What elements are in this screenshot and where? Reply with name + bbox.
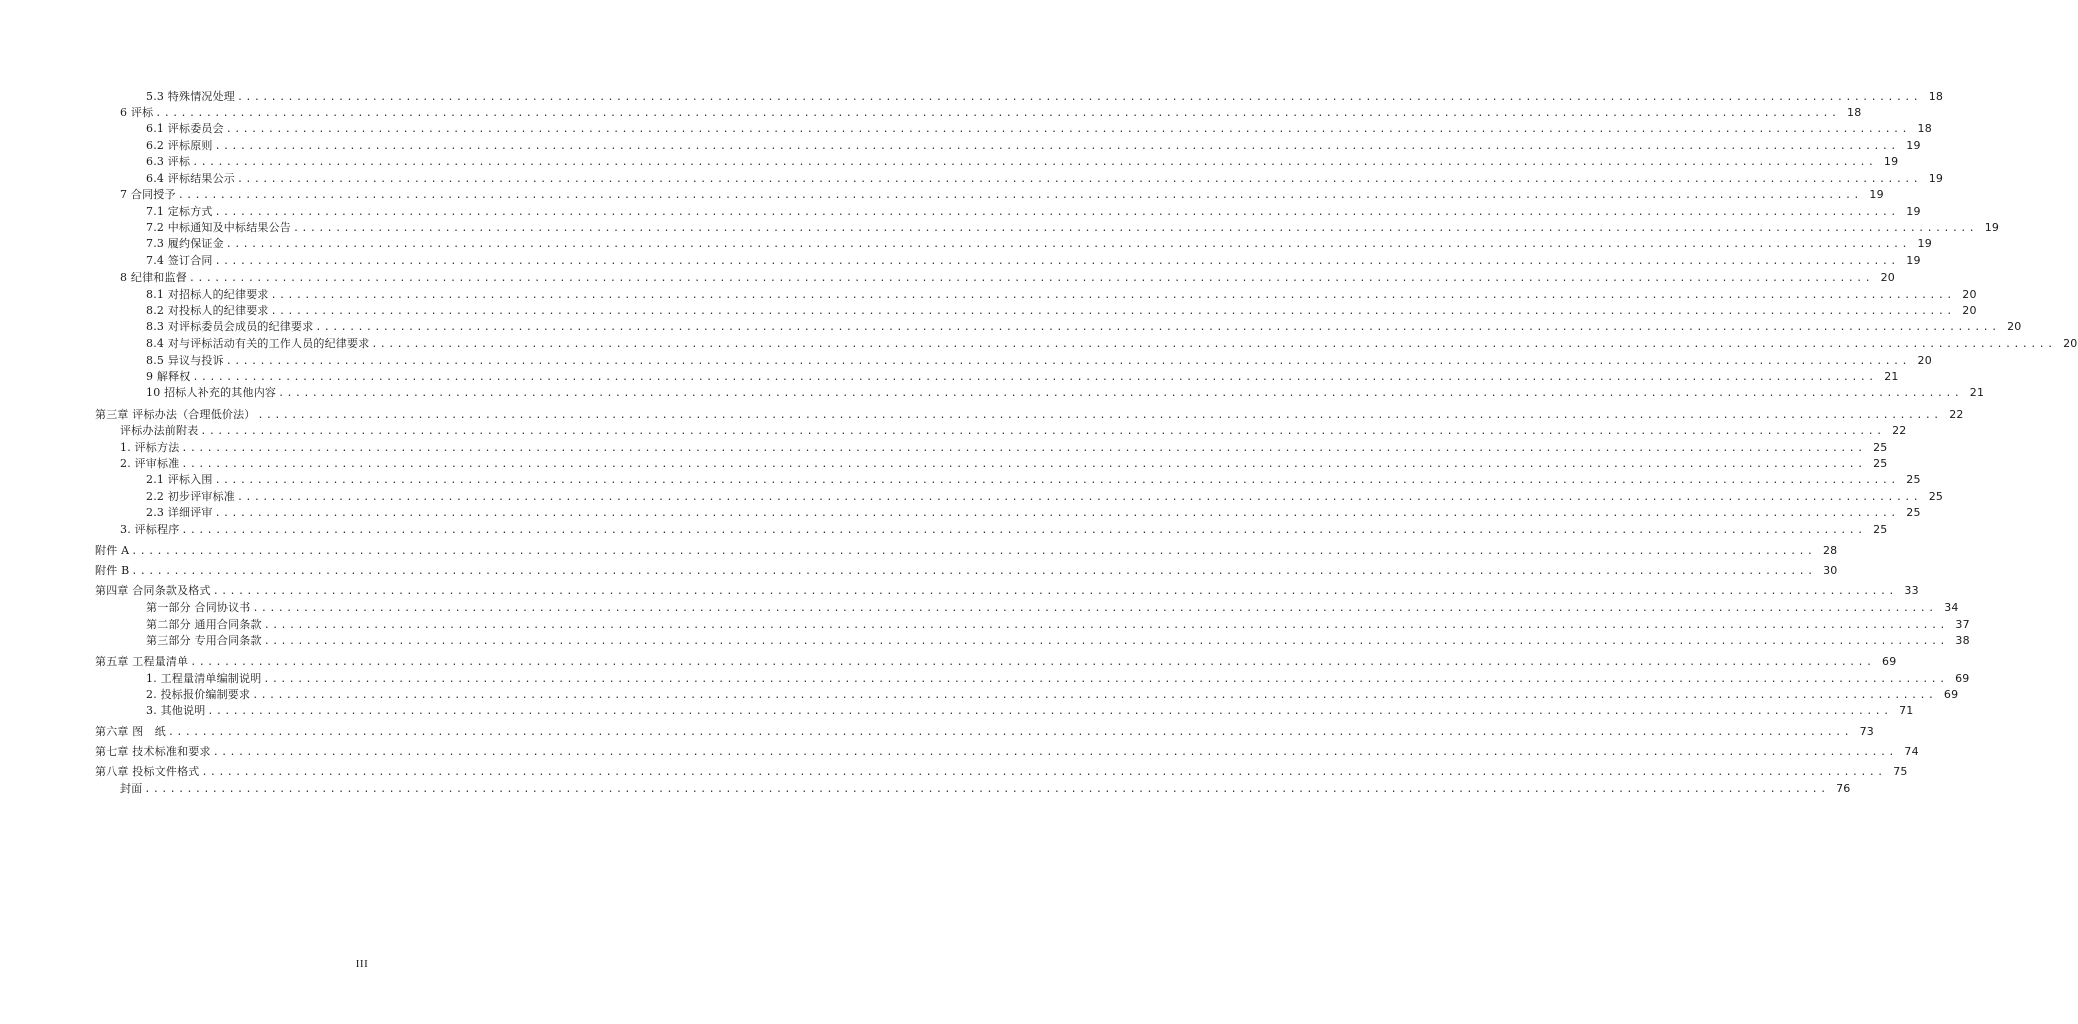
toc-entry[interactable] [146,505,1921,521]
toc-entry-title: 2.2 初步评审标准 [146,490,235,503]
toc-entry-page-number: 73 [1859,725,1875,738]
toc-dot-leader: ........................................................................................................................................................................................................ [371,338,2056,350]
toc-entry-title: 3. 评标程序 [120,523,180,536]
toc-entry-title: 8.4 对与评标活动有关的工作人员的纪律要求 [146,337,370,350]
toc-entry-title: 6.3 评标 [146,155,191,168]
toc-entry-title: 第三章 评标办法（合理低价法） [95,408,256,421]
toc-entry-title: 第一部分 合同协议书 [146,601,251,614]
toc-entry-title: 附件 A [95,544,130,557]
toc-entry[interactable] [95,563,1838,579]
toc-entry[interactable] [120,270,1896,286]
toc-entry-page-number: 38 [1955,634,1970,647]
toc-dot-leader: ........................................................................................................................................................................................................ [177,189,1862,201]
toc-entry-page-number: 25 [1906,506,1921,519]
toc-entry-title: 9 解释权 [146,370,191,383]
toc-entry-title: 10 招标人补充的其他内容 [146,386,277,399]
toc-entry-page-number: 18 [1917,122,1932,135]
toc-entry[interactable] [146,303,1977,319]
toc-entry-title: 2.1 评标入围 [146,473,213,486]
toc-entry-title: 6 评标 [120,106,154,119]
toc-dot-leader: ........................................................................................................................................................................................................ [155,107,1840,119]
toc-dot-leader: ........................................................................................................................................................................................................ [214,140,1899,152]
toc-dot-leader: ........................................................................................................................................................................................................ [192,156,1877,168]
toc-entry-page-number: 34 [1944,601,1959,614]
toc-entry[interactable] [120,522,1888,538]
toc-entry[interactable] [146,353,1932,369]
toc-entry[interactable] [95,764,1908,780]
toc-entry[interactable] [146,220,2000,236]
toc-dot-leader: ........................................................................................................................................................................................................ [181,524,1866,536]
toc-entry-title: 第四章 合同条款及格式 [95,584,211,597]
toc-dot-leader: ........................................................................................................................................................................................................ [225,355,1910,367]
toc-entry[interactable] [146,472,1921,488]
toc-entry[interactable] [120,105,1862,121]
toc-entry-title: 7 合同授予 [120,188,176,201]
toc-entry[interactable] [120,423,1907,439]
toc-dot-leader: ........................................................................................................................................................................................................ [188,272,1874,284]
toc-entry-page-number: 25 [1928,490,1944,503]
toc-entry-title: 2.3 详细评审 [146,506,213,519]
toc-entry-title: 2. 投标报价编制要求 [146,688,251,701]
toc-entry-title: 8 纪律和监督 [120,271,187,284]
toc-dot-leader: ........................................................................................................................................................................................................ [252,689,1937,701]
toc-entry-page-number: 76 [1836,782,1851,795]
toc-entry[interactable] [146,287,1977,303]
toc-dot-leader: ........................................................................................................................................................................................................ [252,602,1937,614]
toc-entry-title: 1. 评标方法 [120,441,180,454]
toc-entry-title: 7.1 定标方式 [146,205,213,218]
toc-entry-title: 8.1 对招标人的纪律要求 [146,288,269,301]
toc-dot-leader: ........................................................................................................................................................................................................ [131,545,1816,557]
toc-entry[interactable] [146,121,1932,137]
toc-dot-leader: ........................................................................................................................................................................................................ [270,305,1955,317]
toc-dot-leader: ........................................................................................................................................................................................................ [315,321,2000,333]
toc-dot-leader: ........................................................................................................................................................................................................ [237,173,1922,185]
toc-entry[interactable] [146,336,2078,352]
toc-entry-page-number: 22 [1892,424,1907,437]
toc-dot-leader: ........................................................................................................................................................................................................ [192,371,1877,383]
toc-entry[interactable] [95,543,1838,559]
toc-entry-title: 2. 评审标准 [120,457,180,470]
toc-dot-leader: ........................................................................................................................................................................................................ [263,619,1948,631]
toc-entry-title: 第八章 投标文件格式 [95,765,200,778]
toc-dot-leader: ........................................................................................................................................................................................................ [270,289,1955,301]
toc-entry[interactable] [146,671,1970,687]
toc-entry[interactable] [120,187,1884,203]
toc-entry-title: 第五章 工程量清单 [95,655,189,668]
toc-entry-page-number: 20 [1880,271,1896,284]
toc-entry-page-number: 19 [1906,254,1921,267]
toc-entry[interactable] [146,319,2022,335]
toc-dot-leader: ........................................................................................................................................................................................................ [181,442,1866,454]
toc-dot-leader: ........................................................................................................................................................................................................ [207,705,1892,717]
toc-dot-leader: ........................................................................................................................................................................................................ [214,255,1899,267]
toc-dot-leader: ........................................................................................................................................................................................................ [257,409,1942,421]
toc-entry-title: 附件 B [95,564,130,577]
toc-entry-title: 1. 工程量清单编制说明 [146,672,262,685]
toc-dot-leader: ........................................................................................................................................................................................................ [214,474,1899,486]
toc-entry-page-number: 25 [1873,441,1888,454]
toc-entry-page-number: 20 [1962,304,1977,317]
toc-entry-title: 7.2 中标通知及中标结果公告 [146,221,291,234]
toc-entry-title: 7.4 签订合同 [146,254,213,267]
toc-entry-page-number: 25 [1873,457,1888,470]
toc-entry-title: 7.3 履约保证金 [146,237,224,250]
toc-dot-leader: ........................................................................................................................................................................................................ [214,206,1899,218]
toc-entry-title: 第三部分 专用合同条款 [146,634,262,647]
toc-entry-title: 评标办法前附表 [120,424,199,437]
toc-entry-page-number: 28 [1822,544,1838,557]
toc-entry-page-number: 30 [1823,564,1838,577]
toc-entry-page-number: 33 [1904,584,1919,597]
toc-entry-page-number: 18 [1847,106,1862,119]
toc-entry[interactable] [120,456,1888,472]
toc-entry[interactable] [146,687,1959,703]
toc-entry-title: 6.4 评标结果公示 [146,172,235,185]
toc-entry-page-number: 18 [1928,90,1944,103]
toc-entry[interactable] [95,744,1919,760]
toc-entry-page-number: 20 [1917,354,1932,367]
toc-entry-page-number: 75 [1893,765,1908,778]
toc-entry[interactable] [146,253,1921,269]
toc-dot-leader: ........................................................................................................................................................................................................ [167,726,1853,738]
toc-entry-page-number: 71 [1899,704,1914,717]
toc-dot-leader: ........................................................................................................................................................................................................ [212,746,1897,758]
toc-entry-page-number: 22 [1949,408,1964,421]
toc-entry-page-number: 69 [1955,672,1970,685]
toc-entry[interactable] [95,407,1964,423]
toc-entry-title: 8.2 对投标人的纪律要求 [146,304,269,317]
toc-entry[interactable] [146,138,1921,154]
toc-entry-page-number: 19 [1928,172,1944,185]
toc-entry-title: 8.3 对评标委员会成员的纪律要求 [146,320,314,333]
toc-entry-page-number: 25 [1906,473,1921,486]
toc-dot-leader: ........................................................................................................................................................................................................ [212,585,1897,597]
toc-entry[interactable] [146,154,1899,170]
toc-dot-leader: ........................................................................................................................................................................................................ [225,123,1910,135]
toc-entry-title: 第二部分 通用合同条款 [146,618,262,631]
toc-entry-title: 6.2 评标原则 [146,139,213,152]
toc-dot-leader: ........................................................................................................................................................................................................ [131,565,1816,577]
toc-entry-title: 8.5 异议与投诉 [146,354,224,367]
toc-entry[interactable] [146,489,1944,505]
toc-entry-page-number: 20 [2063,337,2078,350]
toc-entry-page-number: 21 [1969,386,1985,399]
page-number-footer: III [355,958,369,970]
toc-entry[interactable] [146,369,1899,385]
toc-entry-page-number: 19 [1917,237,1932,250]
toc-dot-leader: ........................................................................................................................................................................................................ [190,656,1875,668]
toc-entry[interactable] [95,583,1919,599]
toc-entry-page-number: 69 [1882,655,1897,668]
toc-dot-leader: ........................................................................................................................................................................................................ [278,387,1963,399]
toc-entry[interactable] [146,617,1970,633]
toc-dot-leader: ........................................................................................................................................................................................................ [237,91,1922,103]
toc-entry-page-number: 19 [1984,221,2000,234]
toc-entry[interactable] [146,633,1970,649]
toc-entry[interactable] [146,600,1959,616]
toc-entry-page-number: 19 [1883,155,1899,168]
toc-entry[interactable] [146,236,1932,252]
toc-dot-leader: ........................................................................................................................................................................................................ [225,238,1910,250]
toc-entry[interactable] [120,440,1888,456]
toc-dot-leader: ........................................................................................................................................................................................................ [144,783,1829,795]
toc-dot-leader: ........................................................................................................................................................................................................ [201,766,1886,778]
toc-entry[interactable] [95,654,1897,670]
toc-entry-page-number: 25 [1873,523,1888,536]
toc-entry[interactable] [146,385,1985,401]
toc-dot-leader: ........................................................................................................................................................................................................ [181,458,1866,470]
toc-entry[interactable] [146,204,1921,220]
toc-entry-page-number: 19 [1906,205,1921,218]
toc-entry[interactable] [146,171,1944,187]
toc-dot-leader: ........................................................................................................................................................................................................ [263,635,1948,647]
toc-entry[interactable] [146,89,1944,105]
toc-dot-leader: ........................................................................................................................................................................................................ [214,507,1899,519]
toc-entry-title: 6.1 评标委员会 [146,122,224,135]
toc-entry[interactable] [120,781,1851,797]
toc-dot-leader: ........................................................................................................................................................................................................ [263,673,1948,685]
toc-entry[interactable] [146,703,1914,719]
toc-entry-page-number: 19 [1906,139,1921,152]
toc-entry-page-number: 19 [1869,188,1884,201]
toc-entry-title: 第七章 技术标准和要求 [95,745,211,758]
toc-entry-title: 封面 [120,782,143,795]
toc-entry-page-number: 20 [2007,320,2022,333]
toc-entry-page-number: 21 [1884,370,1899,383]
toc-dot-leader: ........................................................................................................................................................................................................ [200,425,1885,437]
toc-entry-title: 第六章 图 纸 [95,725,166,738]
toc-entry-title: 5.3 特殊情况处理 [146,90,235,103]
toc-dot-leader: ........................................................................................................................................................................................................ [237,491,1922,503]
toc-entry-page-number: 20 [1962,288,1977,301]
toc-entry-title: 3. 其他说明 [146,704,206,717]
toc-entry-page-number: 74 [1904,745,1919,758]
toc-entry[interactable] [95,724,1875,740]
toc-entry-page-number: 69 [1943,688,1959,701]
toc-dot-leader: ........................................................................................................................................................................................................ [293,222,1978,234]
toc-entry-page-number: 37 [1955,618,1970,631]
